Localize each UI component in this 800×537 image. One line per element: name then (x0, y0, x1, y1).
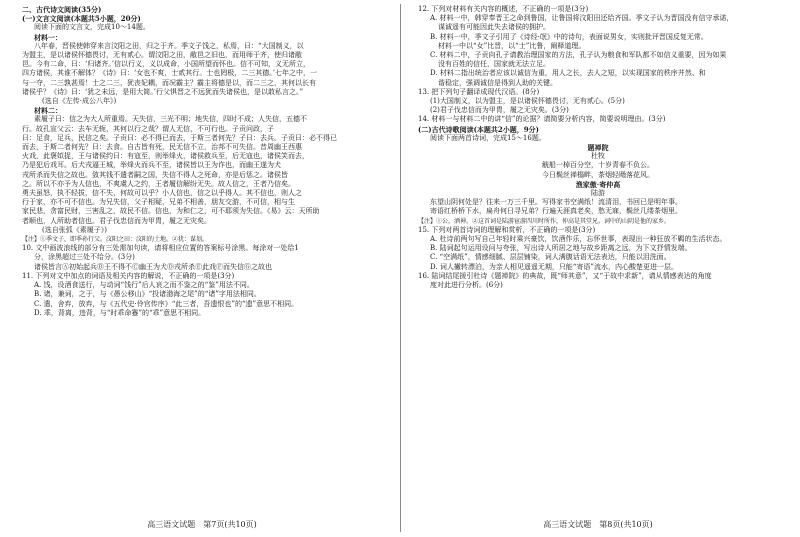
left-text-line: 素履子曰：信之为大人所重焉。天失信，三光不明；地失信，四时不成；人失信，五德不 (34, 115, 307, 124)
right-text-line: 15. 下列对两首诗词的理解和赏析，不正确的一项是(3分) (418, 225, 596, 234)
left-text-line: 火戏，此褒姒捉，王与诸侯约曰：有寇至，则举烽火，诸侯救兵至，后无寇也，诸侯笑而去， (22, 152, 309, 161)
left-text-line: D. 乖，背离，违背，与“时乖命蹇”的“乖”意思不相同。 (34, 308, 206, 317)
right-text-line: 谐稳定，强调诚信是得到人助的关键。 (438, 78, 557, 87)
right-text-line: 阅读下面两首诗词，完成15～16题。 (430, 133, 546, 142)
left-text-line: (选自张弧《素履子》) (42, 225, 107, 234)
left-text-line: 曰：足食，足兵，民信之矣。子贡曰：必不得已而去，于斯三者何先？子曰：去兵。子贡曰：必不得已 (22, 133, 337, 142)
right-text-line: 渔家傲·寄仲高 (575, 179, 621, 189)
left-text-line: 材料一： (34, 32, 62, 42)
right-text-line: C. “空满纸”，情感细腻、层层铺染，词人满腹话语无法表达，只能以泪洗面。 (430, 253, 671, 262)
right-text-line: (2)君子伐忠信而为甲胄，履之无灾矣。(3分) (430, 106, 569, 115)
right-text-line: A. 材料一中，韩穿奉晋王之命到鲁国，让鲁国将汶阳田还给齐国。季文子认为晋国没有信守承诺， (430, 14, 734, 23)
right-text-line: 陆游 (591, 189, 605, 198)
left-text-line: (选自《左传·成公八年》) (42, 97, 117, 106)
left-text-line: 行。故孔宣父云：去车无轭，其何以行之哉？谓人无信，不可行也。子贡问政，子 (22, 124, 274, 133)
right-page (418, 5, 778, 510)
left-text-line: 四方诸侯，其谁不解体？《诗》曰：‘女也不爽，士贰其行。士也罔极，二三其德。’七年之中，一 (22, 69, 317, 78)
left-text-line: 为盟主，是以诸侯怀德畏讨，无有贰心。谓汶阳之田，敝邑之旧也，而用师于齐，使归诸敝 (22, 51, 302, 60)
left-text-line: 勇夫虽怒，执不轻拔，信不失，何故可以乎？小人信也，信之以乎得人。其不信也，则人之 (22, 189, 302, 198)
left-text-line: (一)文言文阅读(本题共5小题，20分) (22, 14, 141, 24)
right-text-line: D. 词人撇转漂泊，为亲人相见遥遥无期，只能“寄语”流水，内心酸楚更进一层。 (430, 262, 678, 271)
right-text-line: C. 材料二中，子贡向孔子请教治理国家的方法，孔子认为粮食和军队都不如信义重要，因为如果 (430, 51, 727, 60)
left-text-line: A. 饯，设酒食送行，与动词“饯行”后人哀之而不鉴之的“鉴”用法不同。 (34, 281, 254, 290)
left-text-line: 11. 下列对文中加点的词语及相关内容的解说，不正确的一项是(3分) (22, 271, 235, 280)
left-text-line: 诸侯乎？《诗》曰：‘犹之未远，是用大简。’行父惧晋之不远犹而失诸侯也，是以敢私言之。” (22, 87, 304, 96)
left-text-line: 八年春，晋侯使韩穿来言汶阳之田，归之于齐。季文子饯之，私焉，曰：“大国制义，以 (34, 41, 304, 50)
right-text-line: 杜牧 (591, 152, 605, 161)
right-text-line: 【注】①公，酒神。②这首词是陆游宦游四川时所作，仲高是其堂兄。词中的山阴是他的家乡。 (418, 217, 671, 225)
left-page (22, 5, 382, 510)
page-divider (400, 4, 401, 532)
right-text-line: B. 材料一中，季文子引用了《诗经·氓》中的诗句，表面说男女，实则批评晋国反复无常。 (430, 32, 708, 41)
right-text-line: 题禅院 (587, 143, 609, 153)
left-text-line: 之。所以不亦予为人信也，不爽虞人之约，王者履信解纷无失。故人信之，王者乃信矣。 (22, 179, 295, 188)
left-text-line: 乃是犯后戏耳。后犬戎逼王城，举烽火而兵不至，诸侯皆以王为诈也，而幽王遂为犬 (22, 161, 281, 170)
right-text-line: 16. 陆词结尾援引杜诗《题禅院》的典故，既“师其意”，又“于故中求新”，请从情感表达的角度 (418, 271, 712, 280)
left-text-line: 10. 文中画波浪线的部分有三处需加句读，请将相应位置的答案标号涂黑。每涂对一处给1 (22, 244, 299, 253)
left-text-line: 阅读下面的文言文，完成10～14题。 (34, 23, 150, 32)
right-text-line: B. 陆词起句运用设问与夸张，写出诗人所居之地与故乡距离之远，为下文抒情发端。 (430, 244, 692, 253)
right-text-line: (二)古代诗歌阅读(本题共2小题，9分) (418, 124, 539, 134)
right-text-line: 没有百姓的信任，国家就无法立足。 (438, 60, 550, 69)
right-page-footer: 高三语文试题 第8页(共10页) (543, 520, 653, 529)
right-text-line: 度对此进行分析。(6分) (430, 281, 503, 290)
right-text-line: A. 杜诗前两句写自己年轻时乘兴豪饮，饮酒作乐，忘怀世事，表现出一种狂放不羁的生活状态。 (430, 235, 727, 244)
left-text-line: 行于家，亦不可不信也。为兄失信，父子相疑，兄弟不相善，朋友交游，不可信，相与生 (22, 198, 295, 207)
right-text-line: 东望山阴何处是？往来一万三千里。写得家书空满纸！流清泪，书回已是明年事。 (430, 198, 682, 207)
right-text-line: 14. 材料一与材料二中的讲“信”的论据？请简要分析内容，简要说明理由。(3分) (418, 115, 666, 124)
left-text-line: 二、古代诗文阅读(35分) (22, 5, 102, 14)
left-text-line: 【注】①季文子，即季孙行父。汶阳之田：汶阳的土地。②犹：谋划。 (22, 236, 209, 244)
left-text-line: 分，涂黑超过三处不给分。(3分) (34, 253, 135, 262)
left-page-footer: 高三语文试题 第7页(共10页) (147, 520, 257, 529)
right-text-line: 今日鬓丝禅榻畔，茶烟轻飏落花风。 (542, 170, 654, 179)
left-text-line: 者顺也，人所助者信也。君子伐忠信而为甲胄，履之无灾矣。 (22, 216, 211, 225)
right-text-line: 寄语红桥桥下水，扁舟何日寻兄弟？行遍天涯真老矣，愁无寐，鬓丝几缕茶烟里。 (430, 207, 682, 216)
left-text-line: B. 诸，兼词，之于，与《愚公移山》“投诸渤海之尾”的“诸”字用法相同。 (34, 290, 261, 299)
left-text-line: 戎所杀而失信之故也。敛其钱不遣者嗣之国，失信不得人之死命，亦是后惩之。诸侯皆 (22, 170, 288, 179)
right-text-line: 觥船一棹百分空，十岁青春不负公。 (542, 161, 654, 170)
right-text-line: 12. 下列对材料有关内容的概述，不正确的一项是(3分) (418, 5, 589, 13)
left-text-line: 而去，于斯二者何先？曰：去食。自古皆有死，民无信不立，治邦不可失信。昔周幽王西惠 (22, 143, 302, 152)
right-text-line: (1)大国制义，以为盟主，是以诸侯怀德畏讨，无有贰心。(5分) (430, 97, 625, 106)
left-text-line: 邑。今有二命，曰：‘归诸齐。’信以行义，义以成命，小国所望而怀也。信不可知，义无所立， (22, 60, 310, 69)
left-text-line: 与一夺，二三孰甚焉！士之二三，犹丧妃耦，而况霸主？霸主将德是以，而二三之，其何以长有 (22, 78, 316, 87)
left-text-line: 材料二： (34, 106, 62, 116)
left-text-line: 诸侯皆言Ⓐ初始起兵Ⓑ王不得不Ⓒ幽王为犬Ⓓ戎所杀Ⓔ此戏Ⓕ而失信Ⓖ之故也 (34, 262, 272, 271)
left-text-line: C. 遣，舍弃，放弃，与《五代史·伶官传序》“此三者，吾遗恨也”的“遗”意思不相同。 (34, 299, 299, 308)
right-text-line: D. 材料二指出统治者应该以诚信为重，用人之长，去人之短，以实现国家的秩序井然、和 (430, 69, 706, 78)
right-text-line: 13. 把下列句子翻译成现代汉语。(8分) (418, 87, 540, 96)
left-text-line: 家民悲，贪富民财，三害乱之，故民不信。信也，为和仁之，可不耶须为失信。《易》云：天所助 (22, 207, 320, 216)
right-text-line: 材料一中以“女”比晋，以“士”比鲁，阐释道理。 (438, 41, 586, 50)
right-text-line: 谋诚遥有可能因此失去诸侯的拥护。 (438, 23, 550, 32)
